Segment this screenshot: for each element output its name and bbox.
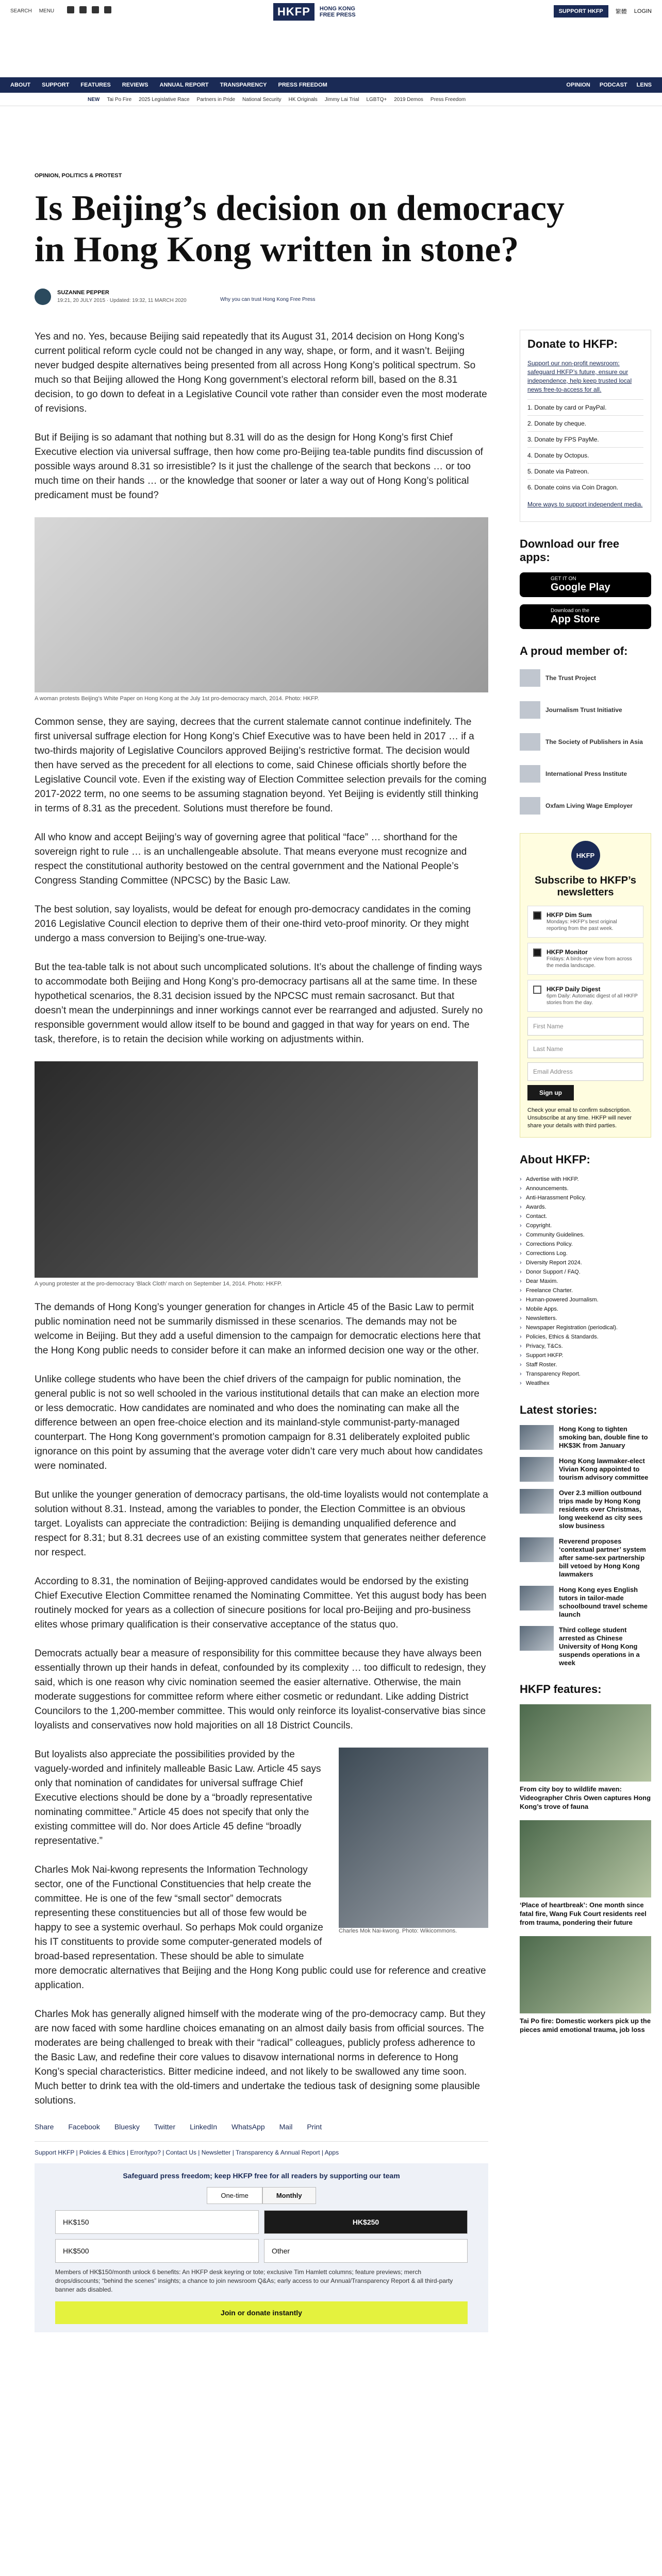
newsletter-desc: 6pm Daily: Automatic digest of all HKFP stories from the day. <box>547 993 638 1006</box>
article-image <box>35 1061 478 1278</box>
feature-image <box>520 1704 651 1782</box>
article-body <box>35 330 488 2332</box>
image-caption: Charles Mok Nai-kwong. Photo: Wikicommons. <box>339 1928 457 1934</box>
top-right-tools <box>554 5 652 18</box>
paragraph: All who know and accept Beijing’s way of governing agree that political “face” … shorthand for the sovereign right to rule … is an unchallengeable absolute. That means everyone must recognize and respect the constitutional authority bestowed on the central government and the National People’s Congress Standing Committee (NPCSC) by the Basic Law. <box>35 832 467 886</box>
story-thumbnail <box>520 1489 554 1514</box>
about-link[interactable]: › Dear Maxim. <box>520 1277 651 1286</box>
donate-amounts <box>55 2210 468 2263</box>
member-logo-icon <box>520 701 540 719</box>
google-play-label: Google Play <box>551 582 610 593</box>
logo-line-2: FREE PRESS <box>319 12 356 18</box>
feature-title: Tai Po fire: Domestic workers pick up the pieces amid emotional trauma, job loss <box>520 2017 651 2033</box>
donate-box <box>35 2163 488 2332</box>
youtube-icon[interactable] <box>104 6 111 13</box>
member-logo[interactable] <box>520 762 651 786</box>
newsletter-options <box>527 906 643 1012</box>
amount-option-selected[interactable]: HK$250 <box>264 2210 468 2234</box>
share-link[interactable]: Twitter <box>154 2123 176 2131</box>
about-link[interactable]: › Freelance Charter. <box>520 1286 651 1295</box>
about-link[interactable]: › Anti-Harassment Policy. <box>520 1193 651 1202</box>
newsletter-logo: HKFP <box>571 841 600 870</box>
nav-list <box>0 77 662 88</box>
amount-option[interactable]: HK$500 <box>55 2239 259 2263</box>
story-title: Hong Kong lawmaker-elect Vivian Kong appointed to tourism advisory committee <box>559 1457 649 1481</box>
paragraph: But the tea-table talk is not about such uncomplicated solutions. It’s about the challenge of finding ways to accommodate both Beijing and Hong Kong’s pro-democracy partisans all at the same time. In these hypothetical scenarios, the 8.31 decision issued by the NPCSC must remain sacrosanct. But that doesn’t mean the underpinnings and inner workings cannot ever be rearranged and adjusted. Surely no responsible government would allow itself to be bound and gagged in that way for years on end. The task, therefore, is to retain the decision while working on adjustments within. <box>35 962 483 1045</box>
google-play-sub: GET IT ON <box>551 576 576 582</box>
story-thumbnail <box>520 1425 554 1450</box>
nav-item[interactable]: ABOUT <box>10 82 31 88</box>
article-headline: Is Beijing’s decision on democracy in Hong Kong written in stone? <box>35 189 565 269</box>
about-link[interactable]: › Advertise with HKFP. <box>520 1175 651 1184</box>
feature-story[interactable] <box>520 1936 651 2034</box>
newsletter-option[interactable] <box>527 943 643 975</box>
about-link[interactable]: › Staff Roster. <box>520 1360 651 1369</box>
newsletter-text <box>547 911 638 932</box>
feature-stories <box>520 1704 651 2034</box>
image-caption: A young protester at the pro-democracy ‘Black Cloth’ march on September 14, 2014. Photo: HKFP. <box>35 1281 282 1287</box>
share-link[interactable]: LinkedIn <box>190 2123 218 2131</box>
about-link[interactable]: › Contact. <box>520 1212 651 1221</box>
nav-item[interactable]: REVIEWS <box>122 82 148 88</box>
share-link[interactable]: WhatsApp <box>231 2123 265 2131</box>
paragraph: But loyalists also appreciate the possibilities provided by the vaguely-worded and infinitely malleable Basic Law. Article 45 says only that nomination of candidates for universal suffrage Chief Executive elections should be done by a “broadly representative nominating committee.” Article 45 does not specify that only the existing committee will do. Nor does Article 45 define “broadly representative.” <box>35 1749 321 1846</box>
trending-link[interactable]: National Security <box>242 97 282 103</box>
author-name[interactable]: SUZANNE PEPPER <box>57 290 109 296</box>
newsletter-name: HKFP Dim Sum <box>547 911 592 919</box>
about-link[interactable]: › Privacy, T&Cs. <box>520 1342 651 1351</box>
top-left-tools <box>10 8 54 14</box>
member-logo[interactable] <box>520 730 651 754</box>
instagram-icon[interactable] <box>92 6 99 13</box>
new-label: NEW <box>88 97 100 103</box>
facebook-icon[interactable] <box>67 6 74 13</box>
paragraph: Common sense, they are saying, decrees that the current stalemate cannot continue indefinitely. The first universal suffrage election for Hong Kong’s Chief Executive was to have been held in 2017 … if a two-thirds majority of Legislative Councilors approved Beijing’s restrictive format. The decision would then have served as the precedent for all elections to come, said Chinese officials shortly before the Legislative Council vote. Even if the existing way of Election Committee selection prevails for the coming 2017-2022 term, no one seems to be assuming stagnation beyond. Yet Beijing is evidently still thinking in terms of 8.31 as the precedent. Solutions must therefore be found. <box>35 717 487 814</box>
donate-widget <box>520 330 651 522</box>
nav-item[interactable]: LENS <box>636 82 652 88</box>
about-link[interactable]: › Weatlhex <box>520 1379 651 1388</box>
trending-link[interactable]: HK Originals <box>288 97 318 103</box>
newsletter-name: HKFP Monitor <box>547 948 588 956</box>
member-logo[interactable] <box>520 698 651 722</box>
donate-option[interactable]: 6. Donate coins via Coin Dragon. <box>527 479 643 495</box>
signup-button[interactable]: Sign up <box>527 1085 574 1100</box>
about-link[interactable]: › Mobile Apps. <box>520 1304 651 1314</box>
about-link[interactable]: › Newspaper Registration (periodical). <box>520 1323 651 1332</box>
newsletter-text <box>547 986 638 1006</box>
donate-box-title: Safeguard press freedom; keep HKFP free for all readers by supporting our team <box>123 2172 400 2180</box>
share-label: Share <box>35 2123 54 2131</box>
share-bar <box>35 2123 488 2131</box>
paragraph: According to 8.31, the nomination of Beijing-approved candidates would be endorsed by the existing Chief Executive Election Committee renamed the Nominating Committee. Yet this august body has been routinely mocked for years as a collection of sinecure positions for local pro-Beijing and pro-business elites whose primary qualification is their conservative acceptance of the status quo. <box>35 1576 487 1630</box>
paragraph: The best solution, say loyalists, would be defeat for enough pro-democracy candidates in the coming 2016 Legislative Council election to deprive them of their one-third veto-proof minority. Or they might undergo a mass conversion to Beijing’s one-true-way. <box>35 904 471 944</box>
newsletter-option[interactable] <box>527 906 643 938</box>
about-link[interactable]: › Newsletters. <box>520 1314 651 1323</box>
app-store-sub: Download on the <box>551 608 590 614</box>
share-link[interactable]: Facebook <box>68 2123 100 2131</box>
member-logo-icon <box>520 797 540 815</box>
about-heading: About HKFP: <box>520 1153 590 1166</box>
about-link[interactable]: › Announcements. <box>520 1184 651 1193</box>
donate-option[interactable]: 1. Donate by card or PayPal. <box>527 399 643 415</box>
author-avatar <box>35 289 51 305</box>
paragraph: The demands of Hong Kong’s younger generation for changes in Article 45 of the Basic Law to permit public nomination need not be summarily dismissed in these scenarios. The demands may not be welcome in Beijing. But they add a useful dimension to the campaign for democratic elections here that the Hong Kong public needs to consider before it can make an informed decision one way or the other. <box>35 1302 481 1356</box>
feature-story[interactable] <box>520 1820 651 1927</box>
trending-link[interactable]: Jimmy Lai Trial <box>324 97 359 103</box>
about-link[interactable]: › Copyright. <box>520 1221 651 1230</box>
frequency-monthly[interactable]: Monthly <box>262 2187 316 2204</box>
newsletter-heading: Subscribe to HKFP’s newsletters <box>534 875 637 898</box>
top-bar <box>0 0 662 24</box>
latest-story[interactable] <box>520 1626 651 1667</box>
nav-item[interactable]: OPINION <box>566 82 590 88</box>
newsletter-note: Check your email to confirm subscription. Unsubscribe at any time. HKFP will never share your details with third parties. <box>527 1107 632 1129</box>
member-name: Journalism Trust Initiative <box>545 706 622 714</box>
amount-other[interactable]: Other <box>264 2239 468 2263</box>
main-nav <box>0 77 662 93</box>
app-store-label: App Store <box>551 614 600 625</box>
member-logo-icon <box>520 765 540 783</box>
donate-option[interactable]: 2. Donate by cheque. <box>527 415 643 431</box>
inline-figure <box>339 1748 488 1947</box>
about-link[interactable]: › Awards. <box>520 1202 651 1212</box>
logo-line-1: HONG KONG <box>319 6 355 12</box>
newsletter-checkbox[interactable] <box>533 911 541 920</box>
latest-story[interactable] <box>520 1537 651 1579</box>
nav-item[interactable]: PODCAST <box>599 82 627 88</box>
paragraph: But if Beijing is so adamant that nothing but 8.31 will do as the design for Hong Kong’s first Chief Executive election via universal suffrage, then how come pro-Beijing tea-table pundits find discussion of possible ways around 8.31 so irresistible? Is it just the challenge of the search that beckons … or too much time on their hands … or the knowledge that sooner or later a way out of Hong Kong’s political predicament must be found? <box>35 432 483 501</box>
story-thumbnail <box>520 1537 554 1562</box>
member-name: The Trust Project <box>545 674 597 682</box>
apps-heading: Download our free apps: <box>520 537 620 564</box>
share-link[interactable]: Mail <box>279 2123 293 2131</box>
member-logo-icon <box>520 733 540 751</box>
donate-more-wrap <box>527 500 643 509</box>
trending-list <box>88 97 466 103</box>
paragraph: Yes and no. Yes, because Beijing said repeatedly that its August 31, 2014 decision on Hong Kong’s current political reform cycle could not be changed in any way, shape, or form, and it wasn’t. Beijing never budged despite alternatives being presented from all across Hong Kong’s political spectrum. So much so that Beijing allowed the Hong Kong government’s electoral reform bill, based on the 8.31 decision, to go down to defeat in a Legislative Council vote rather than consider even the most moderate of revisions. <box>35 331 487 414</box>
paragraph: But unlike the younger generation of democracy partisans, the old-time loyalists would not contemplate a solution without 8.31. Instead, among the variables to ponder, the Election Committee is an obvious target. Loyalists can appreciate the contradiction: Beijing is demanding unqualified deference and respect for 8.31; but 8.31 decrees use of an existing committee system that generates neither deference nor respect. <box>35 1489 488 1558</box>
nav-item[interactable]: FEATURES <box>80 82 111 88</box>
donate-option[interactable]: 4. Donate by Octopus. <box>527 447 643 463</box>
article-dates: 19:21, 20 JULY 2015 · Updated: 19:32, 11 MARCH 2020 <box>57 298 187 303</box>
nav-item[interactable]: SUPPORT <box>42 82 70 88</box>
social-icons <box>67 6 111 13</box>
feature-image <box>520 1936 651 2013</box>
share-link[interactable]: Bluesky <box>114 2123 140 2131</box>
member-logo[interactable] <box>520 666 651 690</box>
about-link[interactable]: › Donor Support / FAQ. <box>520 1267 651 1277</box>
donate-intro-link[interactable]: Support our non-profit newsroom: safeguard HKFP’s future, ensure our independence, help keep trusted local news free-to-access for all. <box>527 360 632 393</box>
donate-intro <box>527 359 643 394</box>
paragraph: Charles Mok Nai-kwong represents the Information Technology sector, one of the Functional Constituencies that help create the committee. He is one of the few “small sector” democrats representing these constituencies but all of those few would be happy to see a systemic overhaul. So perhaps Mok could organize his IT constituents to provide some computer-generated models of broad-based representation. These should be able to simulate more democratic alternatives that Beijing and the Hong Kong public could use for reference and creative application. <box>35 1865 486 1991</box>
member-logo-icon <box>520 669 540 687</box>
latest-story[interactable] <box>520 1457 651 1482</box>
feature-title: ‘Place of heartbreak’: One month since fatal fire, Wang Fuk Court residents reel from trauma, pondering their future <box>520 1901 647 1926</box>
article-footer-links[interactable]: Support HKFP | Policies & Ethics | Error/typo? | Contact Us | Newsletter | Transparency & Annual Report | Apps <box>35 2141 488 2156</box>
nav-item[interactable]: TRANSPARENCY <box>220 82 267 88</box>
story-title: Hong Kong eyes English tutors in tailor-made schoolbound travel scheme launch <box>559 1586 648 1618</box>
app-store-badge[interactable] <box>520 604 651 629</box>
site-logo[interactable] <box>273 3 356 21</box>
member-name: The Society of Publishers in Asia <box>545 738 643 745</box>
donate-option[interactable]: 5. Donate via Patreon. <box>527 463 643 479</box>
member-name: Oxfam Living Wage Employer <box>545 802 633 809</box>
frequency-one-time[interactable]: One-time <box>207 2187 262 2204</box>
features-heading: HKFP features: <box>520 1683 602 1696</box>
trending-link[interactable]: LGBTQ+ <box>366 97 387 103</box>
newsletter-text <box>547 948 638 969</box>
amount-option[interactable]: HK$150 <box>55 2210 259 2234</box>
about-link[interactable]: › Corrections Log. <box>520 1249 651 1258</box>
story-thumbnail <box>520 1457 554 1482</box>
search-link[interactable]: SEARCH <box>10 8 32 14</box>
nav-item[interactable]: ANNUAL REPORT <box>159 82 209 88</box>
trending-link[interactable]: 2019 Demos <box>394 97 423 103</box>
language-link[interactable]: 繁體 <box>615 9 627 15</box>
trust-link[interactable]: Why you can trust Hong Kong Free Press <box>220 297 316 302</box>
paragraph: Unlike college students who have been the chief drivers of the campaign for public nomination, the general public is not so well schooled in the various institutional details that can make an election more or less democratic. How candidates are nominated and who does the nominating can make all the difference between an open free-choice election and its mainland-style communist-party-managed counterpart. The Hong Kong government’s promotion campaign for 8.31 deliberately exploited public ignorance on this point by assuming that the average voter didn’t care very much about how candidates were nominated. <box>35 1374 483 1471</box>
latest-heading: Latest stories: <box>520 1403 598 1416</box>
about-link[interactable]: › Community Guidelines. <box>520 1230 651 1240</box>
newsletter-checkbox[interactable] <box>533 986 541 994</box>
about-link[interactable]: › Corrections Policy. <box>520 1240 651 1249</box>
donate-more-link[interactable]: More ways to support independent media. <box>527 501 643 508</box>
trending-bar <box>0 93 662 106</box>
first-name-field[interactable]: First Name <box>527 1017 643 1036</box>
logo-mark: HKFP <box>273 3 315 21</box>
member-logos <box>520 666 651 818</box>
last-name-field[interactable]: Last Name <box>527 1040 643 1058</box>
member-heading: A proud member of: <box>520 645 628 657</box>
login-link[interactable]: LOGIN <box>634 8 652 14</box>
donate-option[interactable]: 3. Donate by FPS PayMe. <box>527 431 643 447</box>
paragraph: Charles Mok has generally aligned himself with the moderate wing of the pro-democracy camp. But they are now faced with some hardline choices emanating on an almost daily basis from official sources. The moderates are being challenged to break with their “radical” colleagues, publicly profess adherence to the Basic Law, and redefine their core values to disavow international norms in deference to Hong Kong’s special characteristics. Bitter medicine indeed, and not likely to be swallowed any time soon. Much better to drink tea with the old-timers and undertake the tedious task of designing some plausible solutions. <box>35 2009 486 2106</box>
nav-right <box>566 82 652 88</box>
paragraph: Democrats actually bear a measure of responsibility for this committee because they have always been essentially thrown up their hands in defeat, confounded by its complexity … too difficult to redesign, they said, which is one reason why civic nomination seemed the easier alternative. Otherwise, the main moderate suggestions for committee reform where either cosmetic or redundant. Like adding District Councilors to the 1,200-member committee. This would only reinforce its loyalist-conservative bias since loyalists and conservatives now hold majorities on all 18 District Councils. <box>35 1648 486 1731</box>
latest-story[interactable] <box>520 1425 651 1450</box>
donate-heading: Donate to HKFP: <box>527 337 618 350</box>
menu-link[interactable]: MENU <box>39 8 55 14</box>
story-title: Over 2.3 million outbound trips made by Hong Kong residents over Christmas, long weekend as city sees slow business <box>559 1489 643 1530</box>
latest-story[interactable] <box>520 1586 651 1619</box>
trending-link[interactable]: Tai Po Fire <box>107 97 132 103</box>
story-title: Third college student arrested as Chinese University of Hong Kong suspends operations in a week <box>559 1626 640 1667</box>
google-play-badge[interactable] <box>520 572 651 597</box>
member-logo[interactable] <box>520 794 651 818</box>
newsletter-option[interactable] <box>527 980 643 1012</box>
donate-options <box>527 399 643 495</box>
story-title: Reverend proposes ‘contextual partner’ system after same-sex partnership bill vetoed by Hong Kong lawmakers <box>559 1537 646 1578</box>
article-category[interactable]: OPINION, POLITICS & PROTEST <box>35 173 122 179</box>
email-field[interactable]: Email Address <box>527 1062 643 1081</box>
about-links <box>520 1175 651 1388</box>
story-thumbnail <box>520 1586 554 1611</box>
donate-note: Members of HK$150/month unlock 6 benefits: An HKFP desk keyring or tote; exclusive Tim Hamlett columns; feature previews; merch drops/discounts; “behind the scenes” insights; a chance to join newsroom Q&As; early access to our Annual/Transparency Report & all third-party banner ads disabled. <box>55 2268 453 2293</box>
newsletter-widget <box>520 833 651 1138</box>
about-link[interactable]: › Human-powered Journalism. <box>520 1295 651 1304</box>
trending-link[interactable]: 2025 Legislative Race <box>139 97 190 103</box>
feature-image <box>520 1820 651 1897</box>
story-title: Hong Kong to tighten smoking ban, double fine to HK$3K from January <box>559 1425 648 1449</box>
story-thumbnail <box>520 1626 554 1651</box>
member-name: International Press Institute <box>545 770 627 777</box>
share-link[interactable]: Print <box>307 2123 322 2131</box>
donate-frequency <box>55 2187 468 2204</box>
trending-link[interactable]: Partners in Pride <box>196 97 236 103</box>
twitter-icon[interactable] <box>79 6 87 13</box>
latest-stories <box>520 1425 651 1667</box>
about-link[interactable]: › Diversity Report 2024. <box>520 1258 651 1267</box>
feature-title: From city boy to wildlife maven: Videographer Chris Owen captures Hong Kong’s trove of fauna <box>520 1785 651 1810</box>
trending-link[interactable]: Press Freedom <box>430 97 466 103</box>
sidebar <box>520 330 651 2043</box>
support-button[interactable]: SUPPORT HKFP <box>554 5 608 18</box>
newsletter-desc: Mondays: HKFP’s best original reporting from the past week. <box>547 919 617 931</box>
feature-story[interactable] <box>520 1704 651 1811</box>
newsletter-desc: Fridays: A birds-eye view from across the media landscape. <box>547 956 632 969</box>
join-button[interactable]: Join or donate instantly <box>55 2301 468 2324</box>
image-caption: A woman protests Beijing’s White Paper on Hong Kong at the July 1st pro-democracy march, 2014. Photo: HKFP. <box>35 696 319 702</box>
about-link[interactable]: › Support HKFP. <box>520 1351 651 1360</box>
nav-item[interactable]: PRESS FREEDOM <box>278 82 327 88</box>
latest-story[interactable] <box>520 1489 651 1530</box>
newsletter-checkbox[interactable] <box>533 948 541 957</box>
article-image <box>35 517 488 692</box>
about-link[interactable]: › Transparency Report. <box>520 1369 651 1379</box>
about-link[interactable]: › Policies, Ethics & Standards. <box>520 1332 651 1342</box>
article-image <box>339 1748 488 1928</box>
logo-text <box>320 6 356 18</box>
newsletter-name: HKFP Daily Digest <box>547 986 601 993</box>
